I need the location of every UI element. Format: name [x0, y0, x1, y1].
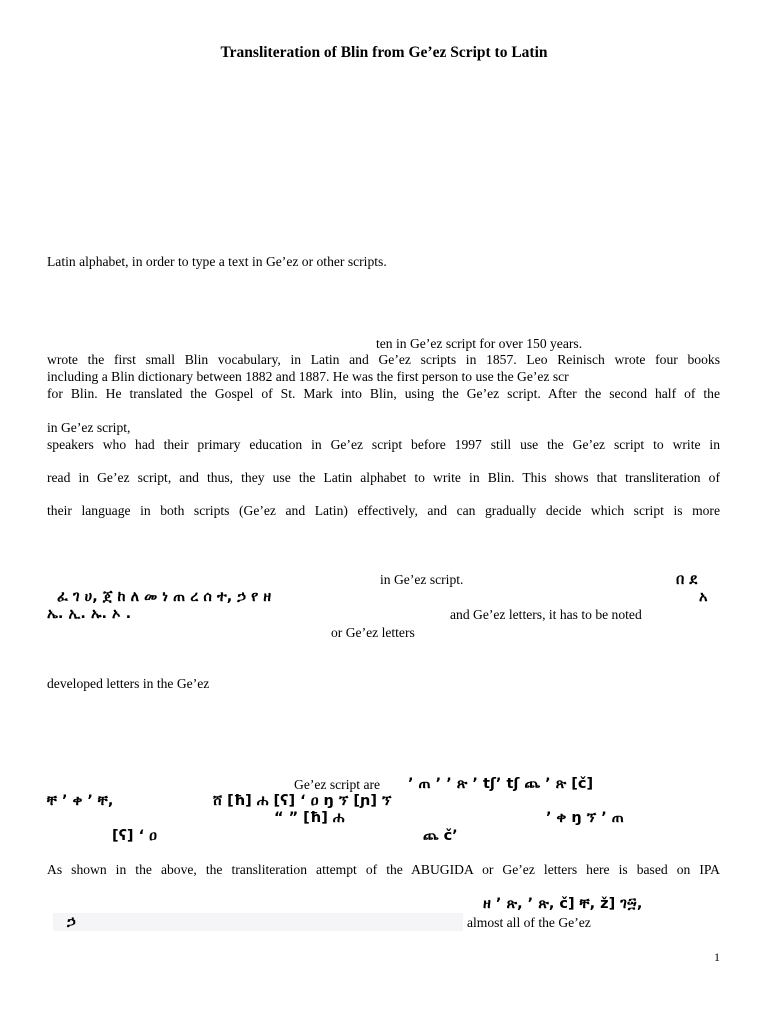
text-line: their language in both scripts (Ge’ez and Latin) effectively, and can gradually decide which script is more [47, 503, 720, 518]
text-line: speakers who had their primary education in Ge’ez script before 1997 still use the Ge’ez script to write in [47, 437, 720, 452]
text-line: or Ge’ez letters [331, 625, 415, 640]
page-number: 1 [714, 950, 720, 964]
geez-letters: ሸ [ħ] ሐ [ʕ] ‘ ዐ ŋ ኘ [ɲ] ኘ [213, 793, 392, 809]
text-line: almost all of the Ge’ez [467, 915, 591, 930]
text-line: As shown in the above, the transliteration attempt of the ABUGIDA or Ge’ez letters here is based on IPA [47, 862, 720, 877]
geez-letters: ኤ. ኢ. ኡ. ኦ . [47, 606, 132, 622]
text-line: Latin alphabet, in order to type a text in Ge’ez or other scripts. [47, 254, 387, 269]
text-line: in Ge’ez script. [380, 572, 464, 587]
text-line: in Ge’ez script, [47, 420, 131, 435]
geez-letters: ፈ ገ ሀ, ጀ ከ ለ መ ነ ጠ ረ ሰ ተ, ኃ የ ዘ [57, 589, 272, 605]
text-line: wrote the first small Blin vocabulary, in Latin and Ge’ez scripts in 1857. Leo Reinisch wrote four books [47, 352, 720, 367]
geez-letters: ቸ ’ ቀ ’ ቸ, [47, 793, 114, 809]
text-line: including a Blin dictionary between 1882 and 1887. He was the first person to use the Ge’ez scr [47, 369, 569, 384]
text-line: and Ge’ez letters, it has to be noted [450, 607, 642, 622]
geez-letters: [ʕ] ‘ ዐ [112, 828, 157, 844]
geez-letters: ’ ቀ ŋ ኘ ’ ጠ [546, 810, 624, 826]
text-line: for Blin. He translated the Gospel of St. Mark into Blin, using the Ge’ez script. After the second half of the [47, 386, 720, 401]
geez-letters: በ ደ [676, 572, 698, 588]
geez-letters: “ ” [ħ] ሐ [274, 810, 345, 826]
geez-letters: ኃ [67, 914, 76, 930]
geez-letters: ጨ čʼ [423, 828, 458, 844]
text-line: Ge’ez script are [294, 777, 381, 792]
geez-letters: ’ ጠ ’ ’ ጽ ’ tʃʼ tʃ ጨ ’ ጽ [č] [408, 776, 594, 792]
geez-letters: አ [699, 589, 708, 605]
document-title: Transliteration of Blin from Ge’ez Script to Latin [220, 44, 548, 61]
text-line: ten in Ge’ez script for over 150 years. [376, 336, 583, 351]
text-line: developed letters in the Ge’ez [47, 676, 210, 691]
highlight-shading [53, 913, 463, 931]
geez-letters: ዘ ’ ጽ, ’ ጽ, č] ቸ, ž] ገ፵, [483, 896, 643, 912]
text-line: read in Ge’ez script, and thus, they use the Latin alphabet to write in Blin. This shows that transliteration of [47, 470, 720, 485]
